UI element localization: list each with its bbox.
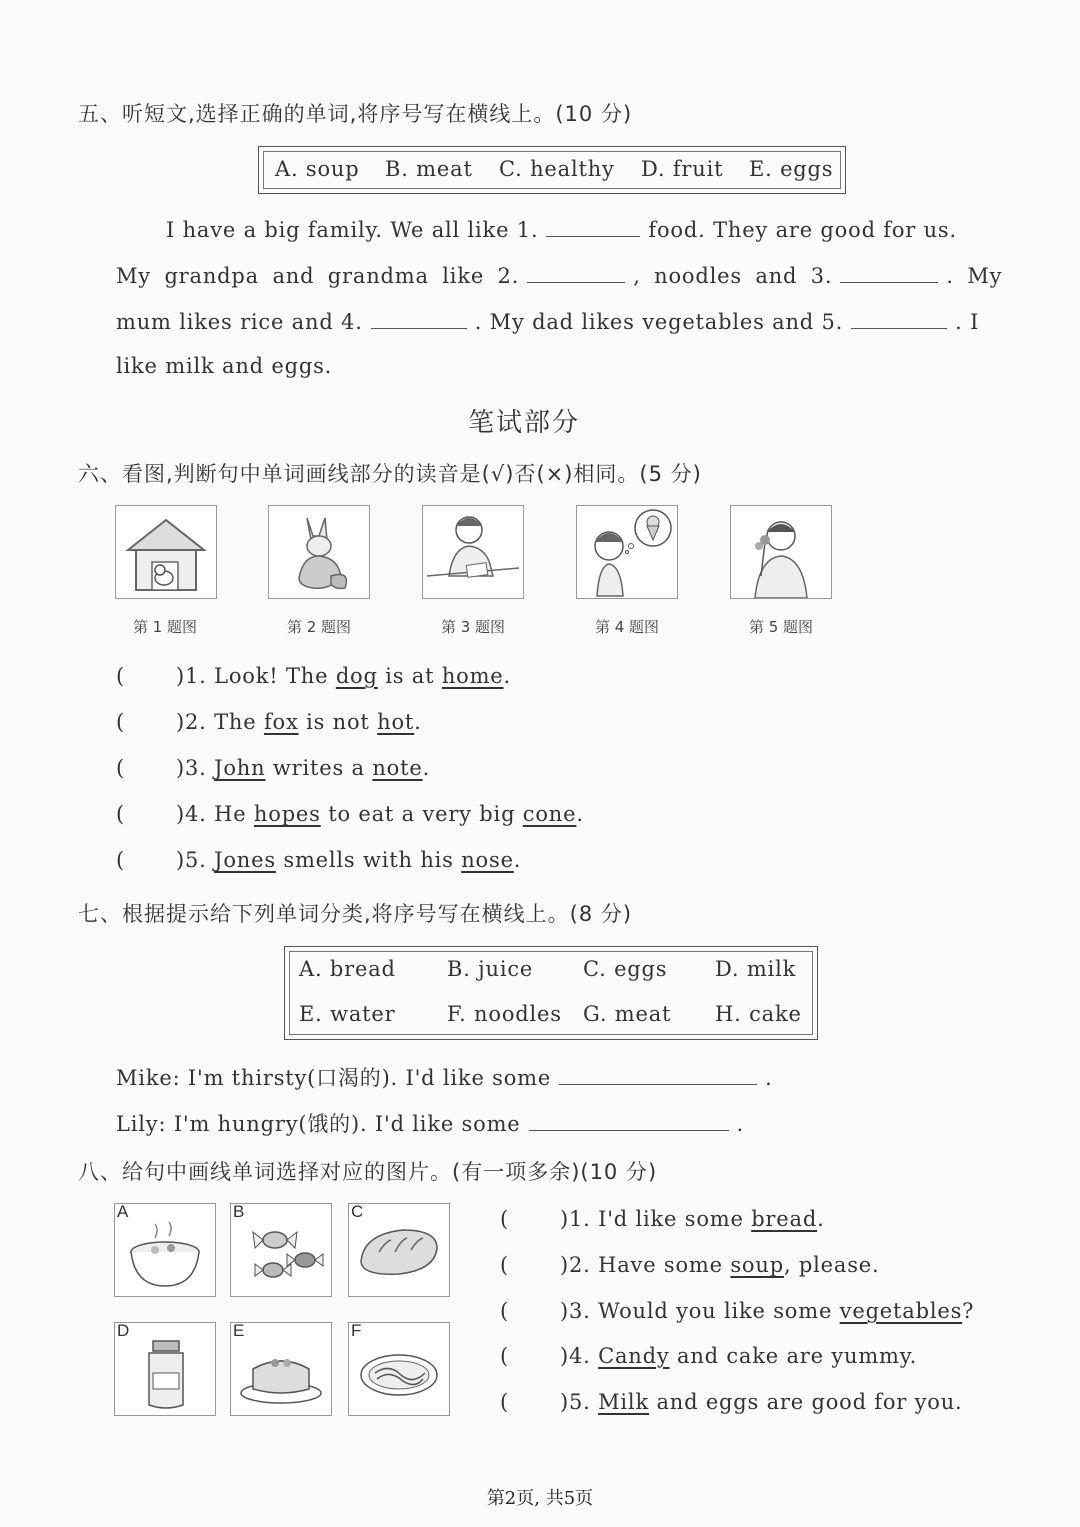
option-b: B. meat <box>385 157 473 181</box>
picture-c-bread: C <box>348 1203 450 1297</box>
picture-e-cake: E <box>230 1322 332 1416</box>
s8-item-2: ( )2. Have some soup, please. <box>500 1253 880 1277</box>
picture-a-soup: A <box>114 1203 216 1297</box>
s8-item-3: ( )3. Would you like some vegetables? <box>500 1299 975 1323</box>
caption-pic-1: 第 1 题图 <box>132 618 198 636</box>
picture-d-jar: D <box>114 1322 216 1416</box>
answer-paren[interactable]: ( <box>500 1299 509 1323</box>
s8-item-4: ( )4. Candy and cake are yummy. <box>500 1344 918 1368</box>
written-part-title: 笔试部分 <box>468 408 581 438</box>
option-f: F. noodles <box>447 1002 562 1026</box>
caption-pic-5: 第 5 题图 <box>748 618 814 636</box>
s6-item-2: ( )2. The fox is not hot. <box>116 710 422 734</box>
picture-f-noodles: F <box>348 1322 450 1416</box>
answer-blank-2[interactable] <box>527 262 625 283</box>
caption-pic-3: 第 3 题图 <box>440 618 506 636</box>
option-d: D. fruit <box>641 157 724 181</box>
answer-paren[interactable]: ( <box>500 1390 509 1414</box>
passage-line-2: My grandpa and grandma like 2. , noodles and 3. . My <box>116 264 1003 288</box>
s6-item-1: ( )1. Look! The dog is at home. <box>116 664 512 688</box>
mike-line: Mike: I'm thirsty(口渴的). I'd like some . <box>116 1066 773 1090</box>
answer-paren[interactable]: ( <box>116 664 125 688</box>
s8-item-1: ( )1. I'd like some bread. <box>500 1207 825 1231</box>
answer-blank-1[interactable] <box>546 216 640 237</box>
passage-line-4: like milk and eggs. <box>116 354 333 378</box>
option-d: D. milk <box>715 957 797 981</box>
answer-paren[interactable]: ( <box>116 756 125 780</box>
section7-heading: 七、根据提示给下列单词分类,将序号写在横线上。(8 分) <box>78 902 633 926</box>
answer-blank-hungry[interactable] <box>529 1110 729 1131</box>
picture-b-candy: B <box>230 1203 332 1297</box>
answer-paren[interactable]: ( <box>116 848 125 872</box>
passage-line-1: I have a big family. We all like 1. food. They are good for us. <box>166 218 957 242</box>
section6-heading: 六、看图,判断句中单词画线部分的读音是(√)否(×)相同。(5 分) <box>78 462 702 486</box>
option-c: C. eggs <box>583 957 668 981</box>
caption-pic-2: 第 2 题图 <box>286 618 352 636</box>
option-a: A. soup <box>275 157 360 181</box>
option-a: A. bread <box>299 957 396 981</box>
answer-blank-thirsty[interactable] <box>559 1064 757 1085</box>
section5-heading: 五、听短文,选择正确的单词,将序号写在横线上。(10 分) <box>78 102 633 126</box>
picture-girl-cone <box>576 505 678 599</box>
picture-fox <box>268 505 370 599</box>
answer-paren[interactable]: ( <box>500 1344 509 1368</box>
section8-heading: 八、给句中画线单词选择对应的图片。(有一项多余)(10 分) <box>78 1160 658 1184</box>
picture-boy-writing <box>422 505 524 599</box>
passage-line-3: mum likes rice and 4. . My dad likes vegetables and 5. . I <box>116 310 980 334</box>
option-e: E. eggs <box>749 157 834 181</box>
s6-item-5: ( )5. Jones smells with his nose. <box>116 848 522 872</box>
s6-item-4: ( )4. He hopes to eat a very big cone. <box>116 802 584 826</box>
s6-item-3: ( )3. John writes a note. <box>116 756 431 780</box>
picture-house-dog <box>115 505 217 599</box>
lily-line: Lily: I'm hungry(饿的). I'd like some . <box>116 1112 744 1136</box>
option-c: C. healthy <box>499 157 615 181</box>
option-e: E. water <box>299 1002 396 1026</box>
picture-man-smelling <box>730 505 832 599</box>
section7-option-box <box>284 946 818 1040</box>
option-g: G. meat <box>583 1002 672 1026</box>
answer-blank-4[interactable] <box>371 308 467 329</box>
answer-paren[interactable]: ( <box>116 710 125 734</box>
page-number: 第2页, 共5页 <box>486 1488 594 1509</box>
answer-paren[interactable]: ( <box>500 1253 509 1277</box>
option-h: H. cake <box>715 1002 802 1026</box>
s8-item-5: ( )5. Milk and eggs are good for you. <box>500 1390 963 1414</box>
option-b: B. juice <box>447 957 534 981</box>
section5-option-box <box>258 146 846 194</box>
answer-paren[interactable]: ( <box>116 802 125 826</box>
answer-blank-5[interactable] <box>851 308 947 329</box>
caption-pic-4: 第 4 题图 <box>594 618 660 636</box>
answer-blank-3[interactable] <box>840 262 938 283</box>
answer-paren[interactable]: ( <box>500 1207 509 1231</box>
